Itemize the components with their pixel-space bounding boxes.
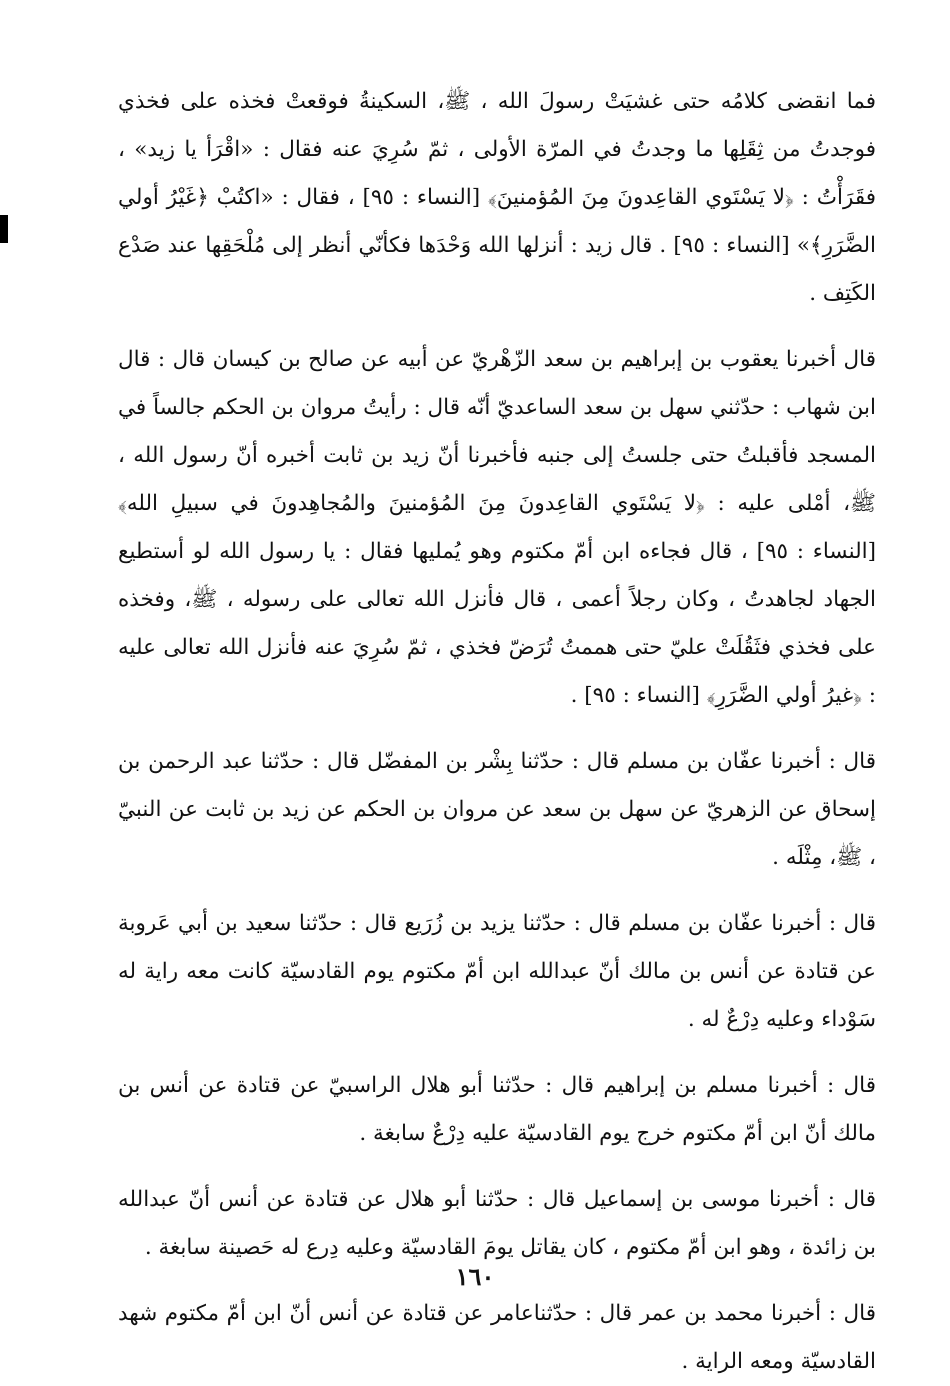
paragraph-marwan-narration: قال أخبرنا يعقوب بن إبراهيم بن سعد الزّهْريّ عن أبيه عن صالح بن كيسان قال : قال ابن شهاب : حدّثني سهل بن سعد الساعديّ أنّه قال : رأيتُ مروان بن الحكم جالساً في المسجد فأقبلتُ حتى جلستُ إلى جنبه فأخبرنا أنّ زيد بن ثابت أخبره أنّ رسول الله ، ﷺ، أمْلى عليه : ﴿لا يَسْتَوي القاعِدونَ مِنَ المُؤمنينَ والمُجاهِدونَ في سبيلِ الله﴾ [النساء : ٩٥] ، قال فجاءه ابن أمّ مكتوم وهو يُمليها فقال : يا رسول الله لو أستطيع الجهاد لجاهدتُ ، وكان رجلاً أعمى ، قال فأنزل الله تعالى على رسوله ، ﷺ، وفخذه على فخذي فثَقُلَتْ عليّ حتى هممتُ تُرَضّ فخذي ، ثمّ سُرِيَ عنه فأنزل الله تعالى عليه : ﴿غيرُ أولي الضَّرَرِ﴾ [النساء : ٩٥] . — [118, 347, 877, 708]
paragraph-musa-ismail: قال : أخبرنا موسى بن إسماعيل قال : حدّثنا أبو هلال عن قتادة عن أنس أنّ عبدالله بن زائدة ، وهو ابن أمّ مكتوم ، كان يقاتل يومَ القادسيّة وعليه دِرع له حَصينة سابغة . — [118, 1187, 876, 1260]
page-number: ١٦٠ — [455, 1262, 495, 1291]
book-page — [118, 78, 877, 1374]
paragraph-muslim-ibrahim: قال : أخبرنا مسلم بن إبراهيم قال : حدّثنا أبو هلال الراسبيّ عن قتادة عن أنس بن مالك أنّ ابن أمّ مكتوم خرج يوم القادسيّة عليه دِرْعٌ سابغة . — [118, 1073, 876, 1146]
paragraph-affan-yazid: قال : أخبرنا عفّان بن مسلم قال : حدّثنا يزيد بن زُرَيع قال : حدّثنا سعيد بن أبي عَروبة عن قتادة عن أنس بن مالك أنّ عبدالله ابن أمّ مكتوم يوم القادسيّة كانت معه راية له سَوْداء وعليه دِرْعٌ له . — [118, 911, 876, 1032]
paragraph-muhammad-umar: قال : أخبرنا محمد بن عمر قال : حدّثناعامر عن قتادة عن أنس أنّ ابن أمّ مكتوم شهد القادسيّة ومعه الراية . — [118, 1301, 876, 1374]
scan-edge-mark — [0, 215, 8, 243]
paragraph-revelation-account: فما انقضى كلامُه حتى غشيَتْ رسولَ الله ، ﷺ، السكينةُ فوقعتْ فخذه على فخذي فوجدتُ من ثِقَلِها ما وجدتُ في المرّة الأولى ، ثمّ سُرِيَ عنه فقال : «اقْرَأ يا زيد» ، فقَرَأْتُ : ﴿لا يَسْتَوي القاعِدونَ مِنَ المُؤمنينَ﴾ [النساء : ٩٥] ، فقال : «اكتُبْ ﴿غَيْرُ أولي الضَّرَرِ﴾» [النساء : ٩٥] . قال زيد : أنزلها الله وَحْدَها فكأنّي أنظر إلى مُلْحَقِها عند صَدْع الكَتِف . — [118, 89, 876, 306]
paragraph-affan-bishr: قال : أخبرنا عفّان بن مسلم قال : حدّثنا بِشْر بن المفضّل قال : حدّثنا عبد الرحمن بن إسحاق عن الزهريّ عن سهل بن سعد عن مروان بن الحكم عن زيد بن ثابت عن النبيّ ، ﷺ، مِثْلَه . — [118, 749, 876, 870]
